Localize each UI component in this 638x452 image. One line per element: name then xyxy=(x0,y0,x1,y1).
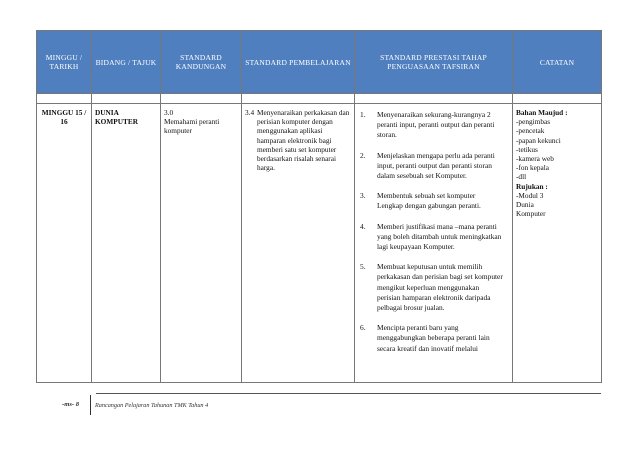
cell-standard-kandungan xyxy=(161,104,242,383)
header-minggu: MINGGU / TARIKH xyxy=(37,31,92,94)
item-number: 1. xyxy=(360,110,366,119)
header-standard-prestasi: STANDARD PRESTASI TAHAP PENGUASAAN TAFSIRAN xyxy=(355,31,513,94)
item-number: 2. xyxy=(360,150,366,160)
item-text: Memberi justifikasi mana –mana peranti yang boleh ditambah untuk meningkatkan lagi keupayaan Komputer. xyxy=(377,221,502,252)
footer-rule xyxy=(96,393,601,394)
bahan-item: -pengimbas xyxy=(516,117,551,127)
list-item xyxy=(358,262,509,313)
item-text: Membentuk sebuah set komputer Lengkap dengan gabungan peranti. xyxy=(377,191,481,211)
item-number: 5. xyxy=(360,262,366,272)
rujukan-item: -Modul 3 xyxy=(516,190,544,200)
list-item xyxy=(358,323,509,354)
item-number: 6. xyxy=(360,323,366,333)
item-text: Menjelaskan mengapa perlu ada peranti input, peranti output dan peranti storan dalam sesebuah set Komputer. xyxy=(377,150,495,181)
bahan-item: -kamera web xyxy=(516,154,554,164)
cell-bidang: DUNIA KOMPUTER xyxy=(92,104,161,383)
header-bidang: BIDANG / TAJUK xyxy=(92,31,161,94)
cell-standard-pembelajaran xyxy=(242,104,355,383)
bahan-item: -pencetak xyxy=(516,126,545,136)
bahan-maujud-label: Bahan Maujud : xyxy=(516,108,568,117)
table-row xyxy=(37,104,602,383)
item-text: Membuat keputusan untuk memilih perkakasan dan perisian bagi set komputer mengikut keperluan menggunakan perisian hamparan elektronik daripada pelbagai brosur jualan. xyxy=(377,262,503,313)
sp-number: 3.4 xyxy=(245,108,255,117)
cell-catatan xyxy=(513,104,602,383)
header-standard-kandungan: STANDARD KANDUNGAN xyxy=(161,31,242,94)
prestasi-list xyxy=(358,110,509,354)
sk-text: Memahami peranti komputer xyxy=(164,117,220,136)
sp-text: Menyenaraikan perkakasan dan perisian komputer dengan menggunakan aplikasi hamparan elektronik bagi memberi satu set komputer berdasarkan risalah senarai harga. xyxy=(257,108,350,173)
header-catatan: CATATAN xyxy=(513,31,602,94)
rujukan-label: Rujukan : xyxy=(516,181,548,191)
list-item xyxy=(358,110,509,141)
item-text: Mencipta peranti baru yang menggabungkan beberapa peranti lain secara kreatif dan inovatif melalui xyxy=(377,323,490,353)
list-item xyxy=(358,151,509,182)
header-row xyxy=(37,31,602,94)
item-number: 3. xyxy=(360,191,366,201)
rujukan-item: Komputer xyxy=(516,209,546,219)
cell-standard-prestasi xyxy=(355,104,513,383)
item-number: 4. xyxy=(360,221,366,231)
bahan-item: -dll xyxy=(516,172,527,182)
rpt-table xyxy=(36,30,602,383)
bahan-item: -tetikus xyxy=(516,144,538,154)
sk-number: 3.0 xyxy=(164,108,174,117)
bahan-item: -fon kepala xyxy=(516,163,550,173)
header-standard-pembelajaran: STANDARD PEMBELAJARAN xyxy=(242,31,355,94)
rujukan-item: Dunia xyxy=(516,200,534,210)
footer-doc-title: Rancangan Pelajaran Tahunan TMK Tahun 4 xyxy=(95,402,209,409)
spacer-row xyxy=(37,94,602,104)
item-text: Menyenaraikan sekurang-kurangnya 2 peranti input, peranti output dan peranti storan. xyxy=(377,110,495,140)
list-item xyxy=(358,222,509,253)
cell-minggu: MINGGU 15 / 16 xyxy=(37,104,92,383)
list-item xyxy=(358,191,509,211)
page-number: -ms- 8 xyxy=(62,401,80,408)
footer-divider xyxy=(90,395,91,415)
bahan-item: -papan kekunci xyxy=(516,135,561,145)
